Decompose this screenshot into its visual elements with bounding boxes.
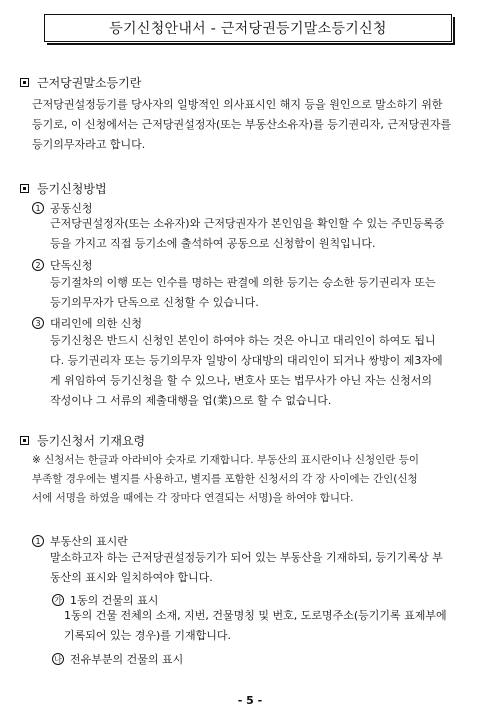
text-line: 부족할 경우에는 별지를 사용하고, 별지를 포함한 신청서의 각 장 사이에는 간인(신청 [32, 473, 418, 485]
section-heading-text: 등기신청방법 [37, 182, 107, 196]
subsection-heading [32, 257, 93, 273]
text-line: 등을 가지고 직접 등기소에 출석하여 공동으로 신청함이 원칙입니다. [50, 237, 376, 250]
square-bullet-icon [20, 436, 29, 445]
text-line: 등기의무자가 단독으로 신청할 수 있습니다. [50, 296, 259, 309]
subsection-body [50, 331, 470, 411]
text-line: 근저당권설정자(또는 소유자)와 근저당권자가 본인임을 확인할 수 있는 주민등록증 [50, 217, 445, 230]
subsection-heading-text: 단독신청 [50, 259, 93, 272]
section-heading-3 [20, 432, 145, 449]
circled-number-icon: 1 [32, 202, 44, 214]
section-heading-text: 근저당권말소등기란 [37, 76, 142, 90]
subsection-heading-text: 대리인에 의한 신청 [50, 317, 143, 330]
subsection-heading [32, 315, 142, 331]
square-bullet-icon [20, 184, 29, 193]
text-line: 다. 등기권리자 또는 등기의무자 일방이 상대방의 대리인이 되거나 쌍방이 제3자에 [50, 354, 443, 367]
section-3-note [32, 451, 472, 508]
text-line: 등기의무자라고 합니다. [32, 138, 146, 151]
text-line: 게 위임하여 등기신청을 할 수 있으나, 변호사 또는 법무사가 아닌 자는 신청서의 [50, 374, 432, 387]
page-number: - 5 - [237, 694, 263, 707]
text-line: 등기절차의 이행 또는 인수를 명하는 판결에 의한 등기는 승소한 등기권리자 또는 [50, 276, 436, 289]
text-line: ※ 신청서는 한글과 아라비아 숫자로 기재합니다. 부동산의 표시란이나 신청인란 등이 [32, 454, 420, 466]
text-line: 등기로, 이 신청에서는 근저당권설정자(또는 부동산소유자)를 등기권리자, 근저당권자를 [32, 118, 452, 131]
subsection-body [50, 273, 470, 313]
text-line: 근저당권설정등기를 당사자의 일방적인 의사표시인 해지 등을 원인으로 말소하기 위한 [32, 98, 443, 111]
text-line: 등기신청은 반드시 신청인 본인이 하여야 하는 것은 아니고 대리인이 하여도 됩니 [50, 334, 436, 347]
section-heading-text: 등기신청서 기재요령 [37, 434, 146, 448]
circled-number-icon: 3 [32, 317, 44, 329]
document-title: 등기신청안내서 - 근저당권등기말소등기신청 [109, 21, 387, 37]
section-1-body [32, 95, 470, 155]
document-title-box [44, 14, 452, 42]
circled-number-icon: 2 [32, 259, 44, 271]
sub-item-heading [52, 651, 183, 667]
text-line: 1동의 건물 전체의 소재, 지번, 건물명칭 및 번호, 도로명주소(등기기록 표제부에 [64, 609, 447, 622]
circled-letter-icon: 가 [52, 594, 64, 606]
text-line: 말소하고자 하는 근저당권설정등기가 되어 있는 부동산을 기재하되, 등기기록상 부 [50, 551, 443, 564]
subsection-heading [32, 533, 128, 549]
text-line: 작성이나 그 서류의 제출대행을 업(業)으로 할 수 없습니다. [50, 394, 332, 407]
circled-number-icon: 1 [32, 535, 44, 547]
sub-item-heading-text: 전유부분의 건물의 표시 [70, 653, 184, 666]
subsection-heading-text: 공동신청 [50, 202, 93, 215]
subsection-body [50, 214, 470, 254]
section-heading-2 [20, 180, 107, 197]
subsection-heading-text: 부동산의 표시란 [50, 535, 128, 548]
text-line: 서에 서명을 하였을 때에는 각 장마다 연결되는 서명)을 하여야 합니다. [32, 492, 354, 504]
sub-item-heading-text: 1동의 건물의 표시 [70, 594, 159, 607]
text-line: 동산의 표시와 일치하여야 합니다. [50, 571, 213, 584]
sub-item-body [64, 606, 470, 646]
circled-letter-icon: 나 [52, 653, 64, 665]
subsection-body [50, 548, 470, 588]
square-bullet-icon [20, 78, 29, 87]
section-heading-1 [20, 74, 141, 91]
text-line: 기록되어 있는 경우)를 기재합니다. [64, 629, 232, 642]
